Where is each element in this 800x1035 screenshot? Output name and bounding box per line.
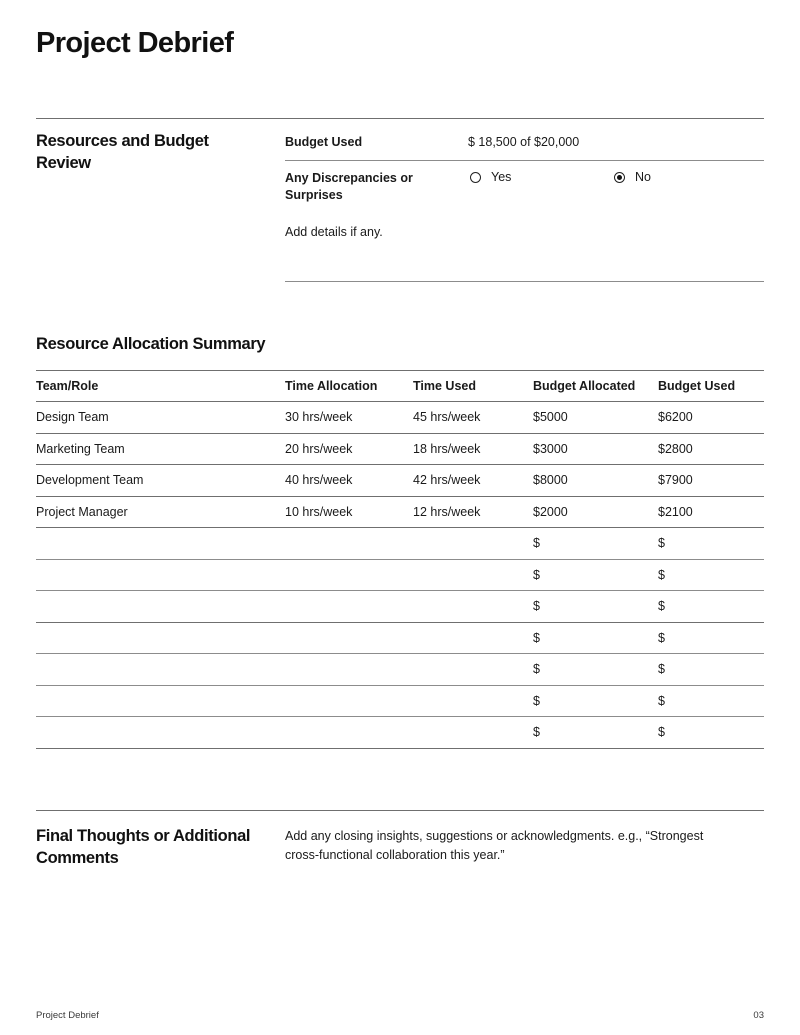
cell-time-allocation: 30 hrs/week xyxy=(285,410,353,425)
cell-budget-used: $ xyxy=(658,725,665,740)
radio-yes-label: Yes xyxy=(491,170,512,184)
radio-yes-icon[interactable] xyxy=(470,172,481,183)
cell-role: Development Team xyxy=(36,473,144,488)
table-row[interactable] xyxy=(36,496,764,528)
column-header-time-used: Time Used xyxy=(413,379,476,393)
cell-time-allocation: 40 hrs/week xyxy=(285,473,353,488)
table-row[interactable] xyxy=(36,685,764,717)
table-header-row xyxy=(36,370,764,401)
table-row[interactable] xyxy=(36,622,764,654)
cell-budget-used: $2800 xyxy=(658,441,693,456)
cell-budget-allocated: $ xyxy=(533,567,540,582)
cell-budget-allocated: $ xyxy=(533,725,540,740)
cell-budget-used: $ xyxy=(658,599,665,614)
table-row[interactable] xyxy=(36,653,764,685)
section-allocation-heading: Resource Allocation Summary xyxy=(36,335,266,353)
section-final-heading: Final Thoughts or Additional Comments xyxy=(36,827,251,867)
cell-budget-allocated: $ xyxy=(533,662,540,677)
cell-time-used: 18 hrs/week xyxy=(413,441,481,456)
table-row[interactable] xyxy=(36,716,764,748)
table-row[interactable] xyxy=(36,433,764,465)
table-row[interactable] xyxy=(36,590,764,622)
cell-budget-used: $6200 xyxy=(658,410,693,425)
cell-time-used: 42 hrs/week xyxy=(413,473,481,488)
column-header-time-allocation: Time Allocation xyxy=(285,379,378,393)
radio-no-icon[interactable] xyxy=(614,172,625,183)
cell-time-allocation: 20 hrs/week xyxy=(285,441,353,456)
section-budget-heading: Resources and Budget Review xyxy=(36,132,209,172)
section-final-top-rule xyxy=(36,810,764,811)
cell-budget-used: $ xyxy=(658,630,665,645)
resource-allocation-table xyxy=(36,370,764,749)
budget-used-value: $ 18,500 of $20,000 xyxy=(468,135,580,149)
cell-budget-allocated: $ xyxy=(533,536,540,551)
cell-role: Design Team xyxy=(36,410,109,425)
cell-budget-allocated: $3000 xyxy=(533,441,568,456)
cell-budget-used: $ xyxy=(658,693,665,708)
radio-option-no[interactable] xyxy=(614,170,651,184)
table-row[interactable] xyxy=(36,464,764,496)
column-header-role: Team/Role xyxy=(36,379,99,393)
cell-budget-allocated: $ xyxy=(533,693,540,708)
cell-budget-allocated: $8000 xyxy=(533,473,568,488)
cell-role: Marketing Team xyxy=(36,441,125,456)
cell-time-allocation: 10 hrs/week xyxy=(285,504,353,519)
cell-budget-used: $ xyxy=(658,662,665,677)
page-title: Project Debrief xyxy=(36,27,234,59)
cell-budget-used: $ xyxy=(658,536,665,551)
section-budget-bottom-rule xyxy=(285,281,764,282)
cell-budget-used: $ xyxy=(658,567,665,582)
section-budget-top-rule xyxy=(36,118,764,119)
table-row[interactable] xyxy=(36,527,764,559)
cell-budget-allocated: $ xyxy=(533,599,540,614)
cell-budget-used: $7900 xyxy=(658,473,693,488)
budget-used-divider xyxy=(285,160,764,161)
column-header-budget-allocated: Budget Allocated xyxy=(533,379,636,393)
cell-time-used: 45 hrs/week xyxy=(413,410,481,425)
table-row[interactable] xyxy=(36,559,764,591)
discrepancies-label: Any Discrepancies or Surprises xyxy=(285,171,413,202)
budget-used-label: Budget Used xyxy=(285,135,363,149)
section-final-body[interactable]: Add any closing insights, suggestions or acknowledgments. e.g., “Strongest cross-functional collaboration this year.” xyxy=(285,829,704,862)
table-bottom-rule xyxy=(36,748,764,749)
budget-details-hint[interactable]: Add details if any. xyxy=(285,225,383,239)
radio-no-label: No xyxy=(635,170,651,184)
cell-role: Project Manager xyxy=(36,504,128,519)
cell-budget-allocated: $2000 xyxy=(533,504,568,519)
radio-option-yes[interactable] xyxy=(470,170,511,184)
cell-time-used: 12 hrs/week xyxy=(413,504,481,519)
footer-page-number: 03 xyxy=(753,1010,764,1021)
cell-budget-allocated: $ xyxy=(533,630,540,645)
cell-budget-allocated: $5000 xyxy=(533,410,568,425)
column-header-budget-used: Budget Used xyxy=(658,379,736,393)
cell-budget-used: $2100 xyxy=(658,504,693,519)
table-row[interactable] xyxy=(36,401,764,433)
footer-document-name: Project Debrief xyxy=(36,1010,99,1021)
